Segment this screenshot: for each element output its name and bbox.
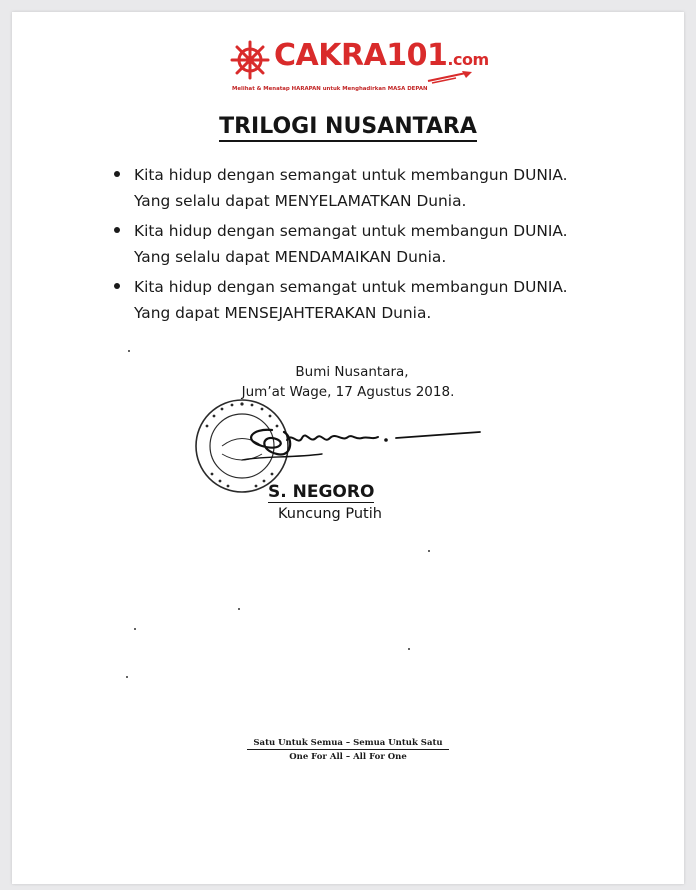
list-item-line1: Kita hidup dengan semangat untuk membangun DUNIA. xyxy=(134,166,568,184)
cakra101-logo xyxy=(230,34,489,100)
document-title: TRILOGI NUSANTARA xyxy=(12,114,684,139)
logo-tagline: Melihat & Menatap HARAPAN untuk Menghadirkan MASA DEPAN xyxy=(232,86,428,92)
scan-speck xyxy=(126,676,128,678)
scan-speck xyxy=(238,608,240,610)
document-page xyxy=(12,12,684,884)
handwritten-signature xyxy=(232,410,482,470)
list-item-line2: Yang selalu dapat MENYELAMATKAN Dunia. xyxy=(134,192,467,210)
principles-list xyxy=(108,162,668,330)
list-item-line2: Yang selalu dapat MENDAMAIKAN Dunia. xyxy=(134,248,447,266)
scan-speck xyxy=(128,350,130,352)
logo-name: CAKRA101 xyxy=(274,38,448,73)
list-item-line2: Yang dapat MENSEJAHTERAKAN Dunia. xyxy=(134,304,432,322)
scan-speck xyxy=(408,648,410,650)
logo-wordmark xyxy=(274,38,489,73)
motto-line2: One For All – All For One xyxy=(289,752,407,762)
signer-name: S. NEGORO xyxy=(268,482,375,502)
logo-tld: .com xyxy=(447,50,489,69)
list-item-line1: Kita hidup dengan semangat untuk membangun DUNIA. xyxy=(134,222,568,240)
date-line: Jum’at Wage, 17 Agustus 2018. xyxy=(241,384,455,400)
scan-speck xyxy=(134,628,136,630)
list-item xyxy=(108,274,668,326)
list-item-line1: Kita hidup dengan semangat untuk membangun DUNIA. xyxy=(134,278,568,296)
motto-line1: Satu Untuk Semua – Semua Untuk Satu xyxy=(247,738,448,750)
list-item xyxy=(108,218,668,270)
ship-wheel-icon xyxy=(230,40,270,80)
arrows-icon xyxy=(426,70,476,84)
signer-title: Kuncung Putih xyxy=(278,506,382,522)
motto xyxy=(12,738,684,762)
list-item xyxy=(108,162,668,214)
scan-speck xyxy=(428,550,430,552)
place-line: Bumi Nusantara, xyxy=(295,364,409,380)
